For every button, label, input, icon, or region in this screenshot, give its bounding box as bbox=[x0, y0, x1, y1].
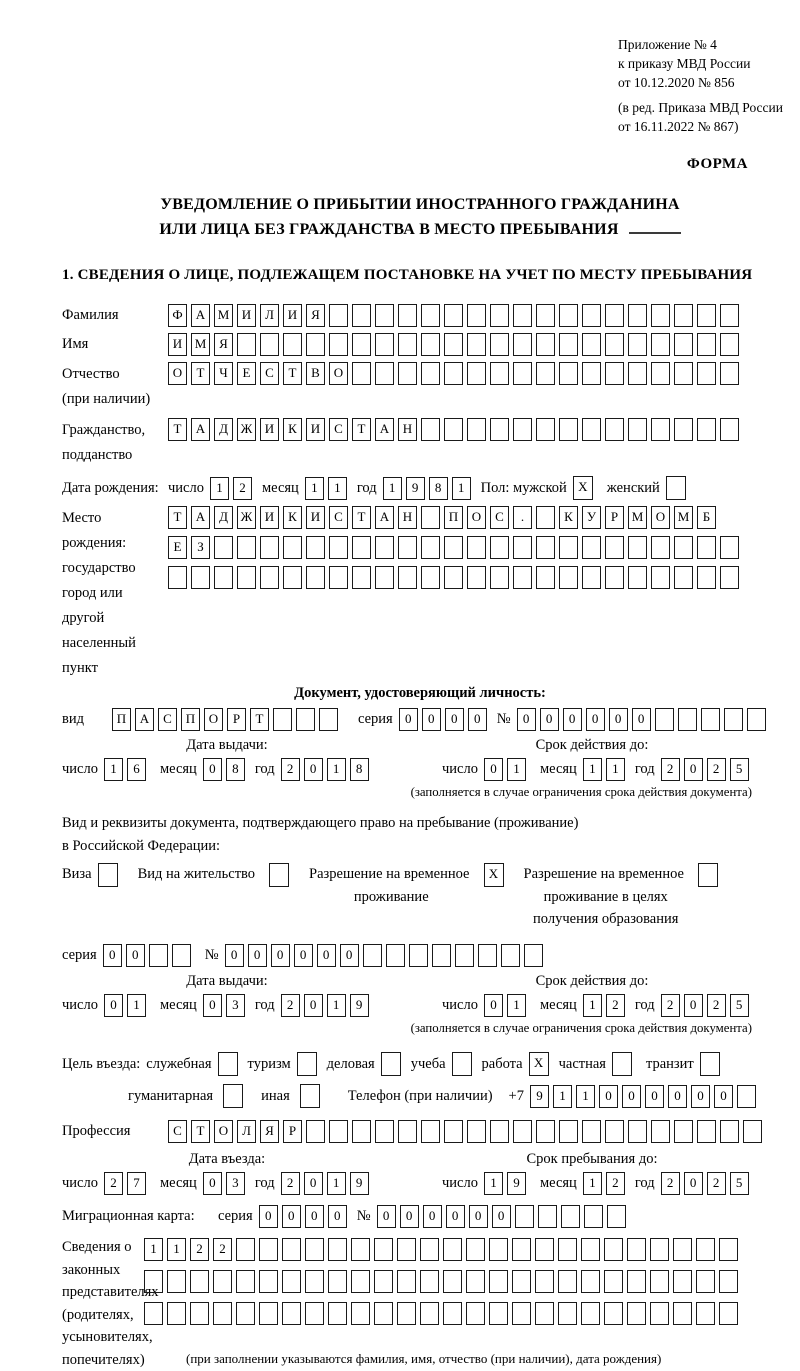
temp-residence-checkbox[interactable]: X bbox=[484, 863, 508, 887]
entry-day-input[interactable]: 2 7 bbox=[104, 1172, 150, 1195]
legal-reps-note: (при заполнении указываются фамилия, имя, отчество (при наличии), дата рождения) bbox=[186, 1351, 662, 1367]
entry-dates-block: Дата въезда: число 2 7 месяц 0 3 год 2 0 1 9 Срок пребывания до: число 1 9 месяц 1 2 год 2 0 2 5 bbox=[62, 1151, 778, 1195]
purpose-row1 bbox=[62, 1052, 778, 1076]
firstname-label: Имя bbox=[62, 336, 89, 353]
migration-number-label: № bbox=[356, 1208, 371, 1225]
residence-issue-title: Дата выдачи: bbox=[186, 973, 268, 990]
form-title bbox=[62, 193, 778, 243]
doc-number-input[interactable]: 0 0 0 0 0 0 bbox=[517, 708, 770, 731]
migration-number-input[interactable]: 0 0 0 0 0 0 bbox=[377, 1205, 630, 1228]
doc-type-input[interactable]: П А С П О Р Т bbox=[112, 708, 342, 731]
purpose-opt-other: иная bbox=[261, 1087, 290, 1104]
legal-reps-block bbox=[62, 1236, 778, 1371]
identity-doc-title: Документ, удостоверяющий личность: bbox=[294, 685, 546, 702]
purpose-label: Цель въезда: bbox=[62, 1055, 141, 1072]
visa-checkbox[interactable] bbox=[98, 863, 122, 887]
annex-line: Приложение № 4 bbox=[618, 37, 717, 52]
doc-issue-year-input[interactable]: 2 0 1 8 bbox=[281, 758, 373, 781]
patronymic-label: Отчество (при наличии) bbox=[62, 366, 151, 408]
residence-valid-note: (заполняется в случае ограничения срока действия документа) bbox=[410, 1021, 752, 1036]
surname-input[interactable]: Ф А М И Л И Я bbox=[168, 304, 743, 327]
doc-valid-year-input[interactable]: 2 0 2 5 bbox=[661, 758, 753, 781]
doc-valid-day-input[interactable]: 0 1 bbox=[484, 758, 530, 781]
section1-title: 1. СВЕДЕНИЯ О ЛИЦЕ, ПОДЛЕЖАЩЕМ ПОСТАНОВКЕ НА УЧЕТ ПО МЕСТУ ПРЕБЫВАНИЯ bbox=[62, 267, 753, 284]
legal-reps-label: Сведения о законных представителях (родителях, усыновителях, попечителях) bbox=[62, 1239, 159, 1368]
residence-doc-text: Вид и реквизиты документа, подтверждающего право на пребывание (проживание) в Российской Федерации: bbox=[62, 815, 579, 854]
legal-reps-row2-input[interactable] bbox=[144, 1270, 742, 1293]
day-label: число bbox=[168, 479, 204, 496]
doc-dates-block: Дата выдачи: число 1 6 месяц 0 8 год 2 0 1 8 Срок действия до: число 0 1 месяц 1 1 год 2 0 2 5 bbox=[62, 737, 778, 781]
migration-card-row bbox=[62, 1205, 778, 1228]
migration-series-input[interactable]: 0 0 0 0 bbox=[259, 1205, 351, 1228]
entry-date-title: Дата въезда: bbox=[188, 1151, 266, 1168]
annex-line: к приказу МВД России bbox=[618, 55, 751, 71]
birth-day-input[interactable]: 1 2 bbox=[210, 477, 256, 500]
profession-row bbox=[62, 1120, 778, 1143]
residence-dates-block: Дата выдачи: число 0 1 месяц 0 3 год 2 0 1 9 Срок действия до: число 0 1 месяц 1 2 год 2 0 2 5 bbox=[62, 973, 778, 1017]
identity-doc-row bbox=[62, 708, 778, 731]
purpose-other-checkbox[interactable] bbox=[300, 1084, 324, 1108]
surname-row bbox=[62, 304, 778, 327]
migration-card-label: Миграционная карта: bbox=[62, 1208, 195, 1225]
residence-issue-year-input[interactable]: 2 0 1 9 bbox=[281, 994, 373, 1017]
residence-options-row bbox=[62, 863, 778, 931]
patronymic-input[interactable]: О Т Ч Е С Т В О bbox=[168, 362, 743, 385]
residence-valid-month-input[interactable]: 1 2 bbox=[583, 994, 629, 1017]
citizenship-label: Гражданство, подданство bbox=[62, 422, 146, 464]
title-underline bbox=[629, 232, 681, 234]
purpose-study-checkbox[interactable] bbox=[452, 1052, 476, 1076]
purpose-opt-transit: транзит bbox=[645, 1055, 694, 1072]
legal-reps-row3-input[interactable] bbox=[144, 1302, 742, 1325]
doc-type-label: вид bbox=[62, 711, 84, 728]
doc-number-label: № bbox=[496, 711, 511, 728]
firstname-input[interactable]: И М Я bbox=[168, 333, 743, 356]
purpose-opt-work: работа bbox=[481, 1055, 523, 1072]
entry-month-input[interactable]: 0 3 bbox=[203, 1172, 249, 1195]
visa-label: Виза bbox=[62, 866, 92, 883]
doc-issue-title: Дата выдачи: bbox=[186, 737, 268, 754]
birth-year-input[interactable]: 1 9 8 1 bbox=[383, 477, 475, 500]
residence-valid-title: Срок действия до: bbox=[535, 973, 649, 990]
doc-valid-title: Срок действия до: bbox=[535, 737, 649, 754]
stay-year-input[interactable]: 2 0 2 5 bbox=[661, 1172, 753, 1195]
temp-residence-option: Разрешение на временное X проживание bbox=[309, 863, 507, 909]
temp-residence-edu-option: Разрешение на временное проживание в целях получения образования bbox=[524, 863, 722, 931]
annex-line: от 10.12.2020 № 856 bbox=[618, 74, 735, 90]
purpose-transit-checkbox[interactable] bbox=[700, 1052, 724, 1076]
purpose-opt-private: частная bbox=[558, 1055, 606, 1072]
purpose-tourism-checkbox[interactable] bbox=[297, 1052, 321, 1076]
birthplace-label: Место рождения: государство город или другой населенный пункт bbox=[62, 510, 136, 677]
purpose-opt-humanitarian: гуманитарная bbox=[128, 1087, 214, 1104]
profession-label: Профессия bbox=[62, 1123, 131, 1140]
birthplace-row2-input[interactable]: Е З bbox=[168, 536, 743, 559]
residence-valid-year-input[interactable]: 2 0 2 5 bbox=[661, 994, 753, 1017]
form-title-line1: УВЕДОМЛЕНИЕ О ПРИБЫТИИ ИНОСТРАННОГО ГРАЖДАНИНА bbox=[160, 196, 680, 214]
doc-valid-note: (заполняется в случае ограничения срока действия документа) bbox=[410, 785, 752, 800]
form-title-line2: ИЛИ ЛИЦА БЕЗ ГРАЖДАНСТВА В МЕСТО ПРЕБЫВАНИЯ bbox=[159, 221, 619, 239]
surname-label: Фамилия bbox=[62, 307, 119, 324]
doc-issue-day-input[interactable]: 1 6 bbox=[104, 758, 150, 781]
birth-month-input[interactable]: 1 1 bbox=[305, 477, 351, 500]
month-label: месяц bbox=[261, 479, 299, 496]
doc-series-label: серия bbox=[358, 711, 393, 728]
annex-header bbox=[618, 36, 783, 136]
purpose-opt-tourism: туризм bbox=[247, 1055, 291, 1072]
forma-label: ФОРМА bbox=[686, 156, 748, 173]
birthdate-row bbox=[62, 476, 778, 500]
residence-valid-day-input[interactable]: 0 1 bbox=[484, 994, 530, 1017]
stay-until-title: Срок пребывания до: bbox=[526, 1151, 658, 1168]
residence-series-label: серия bbox=[62, 947, 97, 964]
purpose-business-checkbox[interactable] bbox=[381, 1052, 405, 1076]
entry-year-input[interactable]: 2 0 1 9 bbox=[281, 1172, 373, 1195]
phone-prefix: +7 bbox=[508, 1087, 524, 1104]
phone-input[interactable]: 9 1 1 0 0 0 0 0 0 bbox=[530, 1085, 760, 1108]
citizenship-input[interactable]: Т А Д Ж И К И С Т А Н bbox=[168, 418, 743, 441]
residence-number-input[interactable]: 0 0 0 0 0 0 bbox=[225, 944, 547, 967]
gender-female-checkbox[interactable] bbox=[666, 476, 690, 500]
migration-series-label: серия bbox=[218, 1208, 253, 1225]
doc-valid-month-input[interactable]: 1 1 bbox=[583, 758, 629, 781]
doc-issue-month-input[interactable]: 0 8 bbox=[203, 758, 249, 781]
gender-male-label: Пол: мужской bbox=[480, 479, 567, 496]
residence-permit-checkbox[interactable] bbox=[269, 863, 293, 887]
patronymic-row bbox=[62, 362, 778, 412]
purpose-humanitarian-checkbox[interactable] bbox=[223, 1084, 247, 1108]
gender-male-checkbox[interactable]: X bbox=[573, 476, 597, 500]
residence-number-label: № bbox=[204, 947, 219, 964]
stay-month-input[interactable]: 1 2 bbox=[583, 1172, 629, 1195]
stay-day-input[interactable]: 1 9 bbox=[484, 1172, 530, 1195]
temp-residence-edu-checkbox[interactable] bbox=[698, 863, 722, 887]
residence-series-input[interactable]: 0 0 bbox=[103, 944, 195, 967]
purpose-work-checkbox[interactable]: X bbox=[529, 1052, 553, 1076]
birthplace-row3-input[interactable] bbox=[168, 566, 743, 589]
birthdate-label: Дата рождения: bbox=[62, 479, 159, 496]
phone-label: Телефон (при наличии) bbox=[347, 1087, 493, 1104]
birthplace-block bbox=[62, 506, 778, 681]
annex-amend-line: от 16.11.2022 № 867) bbox=[618, 118, 739, 134]
doc-series-input[interactable]: 0 0 0 0 bbox=[399, 708, 491, 731]
year-label: год bbox=[356, 479, 377, 496]
purpose-official-checkbox[interactable] bbox=[218, 1052, 242, 1076]
residence-issue-day-input[interactable]: 0 1 bbox=[104, 994, 150, 1017]
purpose-opt-official: служебная bbox=[146, 1055, 212, 1072]
citizenship-row bbox=[62, 418, 778, 468]
annex-amend-line: (в ред. Приказа МВД России bbox=[618, 99, 783, 115]
purpose-private-checkbox[interactable] bbox=[612, 1052, 636, 1076]
profession-input[interactable]: С Т О Л Я Р bbox=[168, 1120, 766, 1143]
birthplace-row1-input[interactable]: Т А Д Ж И К И С Т А Н П О С . К У Р М О М Б bbox=[168, 506, 743, 529]
residence-issue-month-input[interactable]: 0 3 bbox=[203, 994, 249, 1017]
legal-reps-row1-input[interactable]: 1 1 2 2 bbox=[144, 1238, 742, 1261]
residence-permit-label: Вид на жительство bbox=[137, 866, 256, 883]
purpose-row2 bbox=[128, 1084, 778, 1108]
gender-female-label: женский bbox=[606, 479, 660, 496]
purpose-opt-study: учеба bbox=[410, 1055, 446, 1072]
residence-series-row bbox=[62, 944, 778, 967]
firstname-row bbox=[62, 333, 778, 356]
purpose-opt-business: деловая bbox=[326, 1055, 375, 1072]
